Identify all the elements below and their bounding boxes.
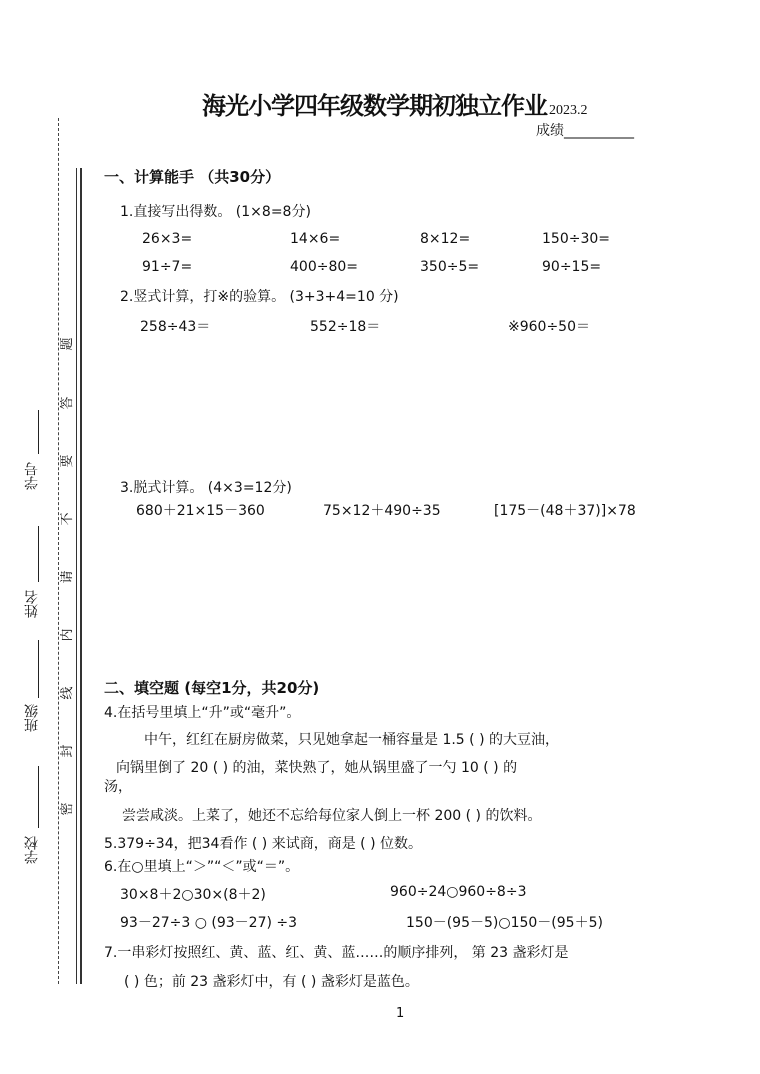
seal-char-4: 不 xyxy=(60,512,75,526)
q2-label: 2.竖式计算，打※的验算。 (3+3+4=10 分) xyxy=(120,289,399,305)
side-field-school: 学校 xyxy=(24,836,40,864)
section2-heading: 二、填空题 (每空1分，共20分) xyxy=(104,679,320,697)
q3-item-1: 680＋21×15－360 xyxy=(136,503,265,519)
q6-item-3: 93－27÷3 ○ (93－27) ÷3 xyxy=(120,915,298,931)
q4-label: 4.在括号里填上“升”或“毫升”。 xyxy=(104,705,301,721)
section1-heading: 一、计算能手 （共30分） xyxy=(104,168,281,186)
binding-line-thin xyxy=(76,168,77,984)
q4-line-1: 中午，红红在厨房做菜，只见她拿起一桶容量是 1.5 ( ) 的大豆油， xyxy=(144,732,559,748)
side-field-class: 班级 xyxy=(24,704,40,732)
seal-char-9: 密 xyxy=(60,802,75,816)
q1-item-1: 26×3= xyxy=(142,231,193,247)
q1-item-3: 8×12= xyxy=(420,231,471,247)
q3-item-2: 75×12＋490÷35 xyxy=(323,503,441,519)
student-number-underline xyxy=(38,410,39,454)
q4-line-4: 尝尝咸淡。上菜了，她还不忘给每位家人倒上一杯 200 ( ) 的饮料。 xyxy=(122,808,542,824)
q2-item-2: 552÷18＝ xyxy=(310,319,381,335)
page-title xyxy=(202,86,588,121)
q1-item-7: 350÷5= xyxy=(420,259,480,275)
q1-label: 1.直接写出得数。 (1×8=8分) xyxy=(120,204,311,220)
q1-item-6: 400÷80= xyxy=(290,259,358,275)
school-underline xyxy=(38,766,39,828)
side-field-student-number: 学号 xyxy=(24,462,40,490)
q7-line-2: ( ) 色；前 23 盏彩灯中，有 ( ) 盏彩灯是蓝色。 xyxy=(124,974,419,990)
seal-char-8: 封 xyxy=(60,744,75,758)
q5-label: 5.379÷34，把34看作 ( ) 来试商，商是 ( ) 位数。 xyxy=(104,836,422,852)
q2-item-1: 258÷43＝ xyxy=(140,319,211,335)
q6-label: 6.在○里填上“＞”“＜”或“＝”。 xyxy=(104,859,300,875)
q6-item-2: 960÷24○960÷8÷3 xyxy=(390,884,527,900)
q1-item-8: 90÷15= xyxy=(542,259,602,275)
title-date: 2023.2 xyxy=(549,103,588,118)
seal-char-6: 内 xyxy=(60,628,75,642)
q1-item-5: 91÷7= xyxy=(142,259,193,275)
q4-line-3: 汤， xyxy=(104,779,132,795)
q2-item-3: ※960÷50＝ xyxy=(508,319,590,335)
seal-char-1: 题 xyxy=(60,337,75,351)
seal-char-5: 请 xyxy=(60,570,75,584)
q1-item-4: 150÷30= xyxy=(542,231,610,247)
title-text: 海光小学四年级数学期初独立作业 xyxy=(202,91,547,120)
name-underline xyxy=(38,526,39,582)
score-field: 成绩__________ xyxy=(536,123,634,139)
q6-item-1: 30×8＋2○30×(8＋2) xyxy=(120,887,266,903)
page-number: 1 xyxy=(396,1006,405,1021)
q4-line-2: 向锅里倒了 20 ( ) 的油，菜快熟了，她从锅里盛了一勺 10 ( ) 的 xyxy=(116,760,518,776)
q3-item-3: [175－(48＋37)]×78 xyxy=(494,503,636,519)
seal-char-2: 答 xyxy=(60,396,75,410)
seal-char-3: 要 xyxy=(60,454,75,468)
cut-line xyxy=(58,118,59,984)
binding-line-thick xyxy=(80,168,82,984)
side-field-name: 姓名 xyxy=(24,590,40,618)
q7-line-1: 7.一串彩灯按照红、黄、蓝、红、黄、蓝……的顺序排列， 第 23 盏彩灯是 xyxy=(104,945,569,961)
seal-char-7: 线 xyxy=(60,686,75,700)
q1-item-2: 14×6= xyxy=(290,231,341,247)
q6-item-4: 150－(95－5)○150－(95＋5) xyxy=(406,915,603,931)
q3-label: 3.脱式计算。 (4×3=12分) xyxy=(120,480,292,496)
class-underline xyxy=(38,640,39,698)
